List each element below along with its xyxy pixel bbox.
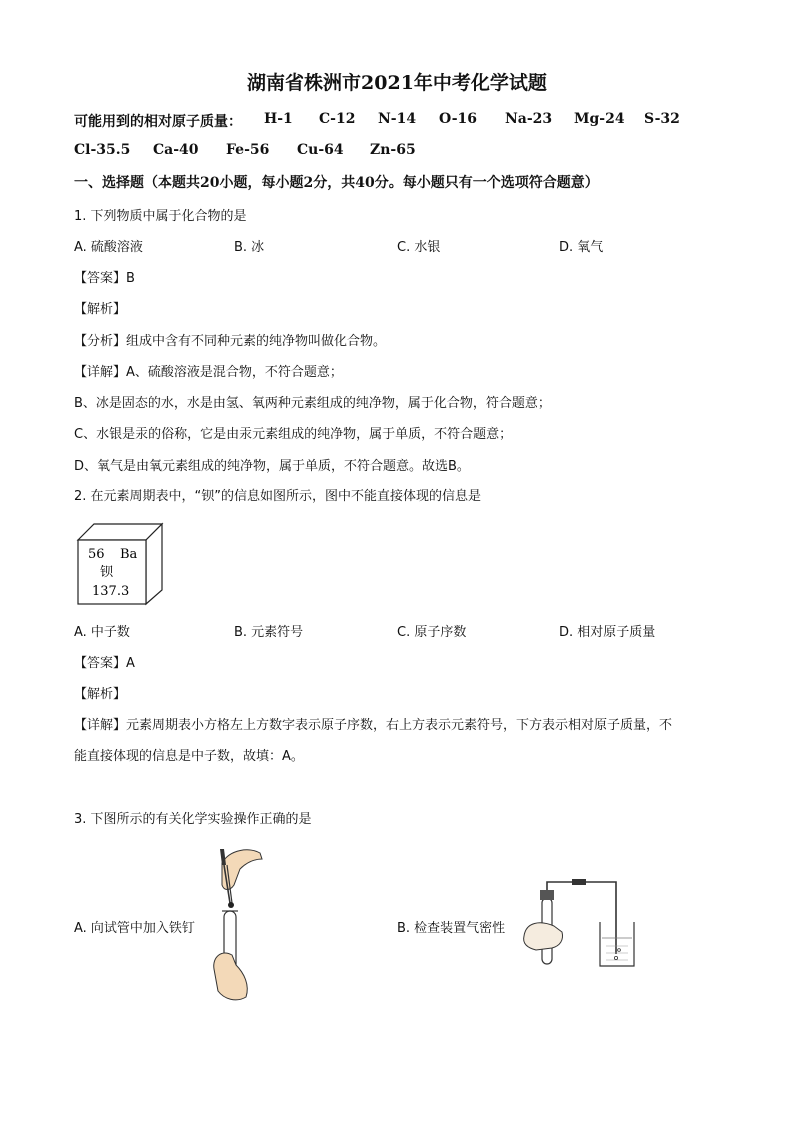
answer-value: A xyxy=(126,656,135,671)
page-title: 湖南省株洲市2021年中考化学试题 xyxy=(247,72,547,94)
q1-fenxi xyxy=(74,330,386,349)
mass-item: O-16 xyxy=(439,111,478,127)
answer-value: B xyxy=(126,271,135,286)
q3-option-b: B. 检查装置气密性 xyxy=(397,921,506,936)
answer-tag: 【答案】 xyxy=(74,271,127,286)
lower-hand xyxy=(214,953,248,1000)
mass-item: S-32 xyxy=(644,111,680,127)
tweezers-top xyxy=(220,849,226,865)
element-card-figure xyxy=(74,518,170,608)
q1-option-c: C. 水银 xyxy=(397,240,441,255)
q1-detail-a xyxy=(74,361,343,380)
q2-stem: 2. 在元素周期表中，“钡”的信息如图所示，图中不能直接体现的信息是 xyxy=(74,489,482,504)
q2-option-d: D. 相对原子质量 xyxy=(559,625,656,640)
mass-item: Ca-40 xyxy=(153,142,199,158)
figure-add-nail-to-tube xyxy=(200,845,270,1005)
q3-stem: 3. 下图所示的有关化学实验操作正确的是 xyxy=(74,812,312,827)
q2-answer xyxy=(74,652,135,671)
atomic-mass-label: 可能用到的相对原子质量： xyxy=(74,114,242,130)
detail-text: A、硫酸溶液是混合物，不符合题意； xyxy=(126,365,343,380)
mass-item: C-12 xyxy=(319,111,356,127)
q1-stem: 1. 下列物质中属于化合物的是 xyxy=(74,209,247,224)
mass-item: Fe-56 xyxy=(226,142,270,158)
atomic-number: 56 xyxy=(88,547,105,562)
mass-item: Zn-65 xyxy=(370,142,416,158)
q2-analysis-tag: 【解析】 xyxy=(74,687,127,702)
stopper xyxy=(540,890,554,900)
q1-detail-d: D、氧气是由氧元素组成的纯净物，属于单质，不符合题意。故选B。 xyxy=(74,459,470,474)
q1-answer xyxy=(74,267,135,286)
q1-option-b: B. 冰 xyxy=(234,240,265,255)
section-heading: 一、选择题（本题共20小题，每小题2分，共40分。每小题只有一个选项符合题意） xyxy=(74,175,599,191)
q1-analysis-tag: 【解析】 xyxy=(74,302,127,317)
mass-item: Cu-64 xyxy=(297,142,344,158)
figure-airtightness-check xyxy=(516,876,642,972)
mass-item: Mg-24 xyxy=(574,111,625,127)
bubble xyxy=(618,949,621,952)
q1-option-d: D. 氧气 xyxy=(559,240,604,255)
q2-detail-1 xyxy=(74,714,672,733)
fenxi-tag: 【分析】 xyxy=(74,334,127,349)
mass-item: N-14 xyxy=(378,111,417,127)
q2-option-b: B. 元素符号 xyxy=(234,625,304,640)
nail xyxy=(228,902,234,908)
mass-item: Cl-35.5 xyxy=(74,142,131,158)
q1-option-a: A. 硫酸溶液 xyxy=(74,240,143,255)
q1-detail-c: C、水银是汞的俗称，它是由汞元素组成的纯净物，属于单质，不符合题意； xyxy=(74,427,513,442)
q1-detail-b: B、冰是固态的水，水是由氢、氧两种元素组成的纯净物，属于化合物，符合题意； xyxy=(74,396,551,411)
q3-option-a: A. 向试管中加入铁钉 xyxy=(74,921,195,936)
element-symbol: Ba xyxy=(120,547,138,562)
detail-tag: 【详解】 xyxy=(74,365,127,380)
q2-detail-2: 能直接体现的信息是中子数，故填：A。 xyxy=(74,749,304,764)
hand xyxy=(524,923,563,950)
answer-tag: 【答案】 xyxy=(74,656,127,671)
q2-option-a: A. 中子数 xyxy=(74,625,130,640)
mass-item: H-1 xyxy=(264,111,293,127)
bubble xyxy=(614,956,617,959)
atomic-mass: 137.3 xyxy=(92,584,130,599)
rubber-tube xyxy=(572,879,586,885)
mass-item: Na-23 xyxy=(505,111,553,127)
detail-text: 元素周期表小方格左上方数字表示原子序数，右上方表示元素符号，下方表示相对原子质量，不 xyxy=(126,718,673,733)
q2-option-c: C. 原子序数 xyxy=(397,625,467,640)
detail-tag: 【详解】 xyxy=(74,718,127,733)
fenxi-text: 组成中含有不同种元素的纯净物叫做化合物。 xyxy=(126,334,387,349)
element-name: 钡 xyxy=(100,565,114,580)
